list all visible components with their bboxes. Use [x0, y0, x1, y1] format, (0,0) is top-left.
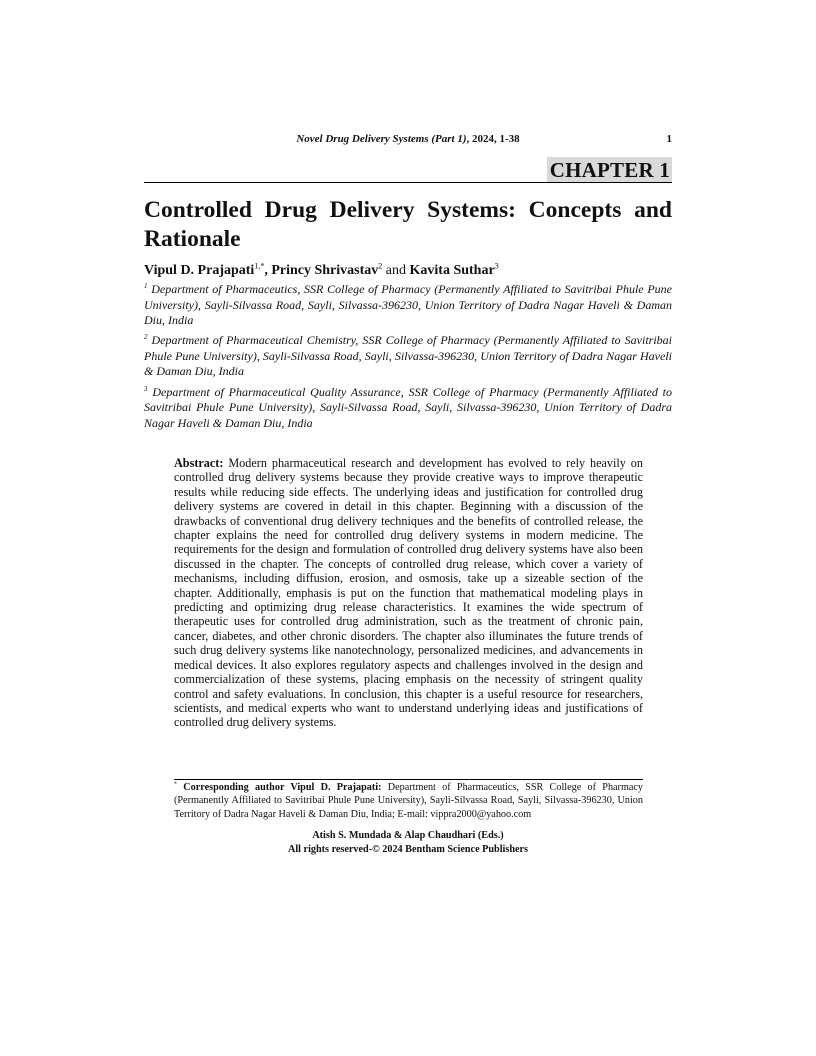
chapter-title: Controlled Drug Delivery Systems: Concepts and Rationale	[144, 197, 672, 252]
affiliation-item	[144, 385, 672, 432]
footnote-label: Corresponding author Vipul D. Prajapati:	[183, 782, 382, 793]
footnote-rule	[174, 779, 643, 780]
affiliation-text: Department of Pharmaceutics, SSR College of Pharmacy (Permanently Affiliated to Savitribai Phule Pune University), Sayli-Silvassa Road, Sayli, Silvassa-396230, Union Territory of Dadra Nagar Haveli & Daman Diu, India	[144, 282, 672, 328]
author-list	[144, 262, 672, 280]
affiliation-text: Department of Pharmaceutical Quality Assurance, SSR College of Pharmacy (Permanently Affiliated to Savitribai Phule Pune University), Sayli-Silvassa Road, Sayli, Silvassa-396230, Union Territory of Dadra Nagar Haveli & Daman Diu, India	[144, 384, 673, 430]
journal-year-pages: , 2024, 1-38	[466, 133, 520, 145]
publisher-credits	[144, 829, 672, 856]
author-name: Vipul D. Prajapati	[144, 263, 255, 278]
author-name: Princy Shrivastav	[271, 263, 379, 278]
author-separator: ,	[264, 263, 272, 278]
footnote-marker: *	[174, 781, 177, 788]
author-affiliation-mark: 1,*	[254, 261, 265, 271]
affiliation-list	[144, 282, 672, 436]
rights-line: All rights reserved-© 2024 Bentham Science Publishers	[287, 843, 529, 855]
abstract-label: Abstract:	[174, 456, 224, 470]
affiliation-number: 1	[144, 282, 148, 290]
chapter-label: CHAPTER 1	[547, 157, 672, 182]
chapter-rule	[144, 182, 672, 183]
journal-title: Novel Drug Delivery Systems (Part 1)	[296, 133, 467, 145]
abstract-text: Modern pharmaceutical research and development has evolved to rely heavily on controlled drug delivery systems because they provide creative ways to improve therapeutic results while reducing side effects. The underlying ideas and justification for controlled drug delivery systems are covered in detail in this chapter. Beginning with a discussion of the drawbacks of conventional drug delivery techniques and the benefits of controlled release, the chapter explains the need for controlled drug delivery systems in modern medicine. The requirements for the design and formulation of controlled drug delivery systems have also been discussed in the chapter. The concepts of controlled drug release, which cover a variety of mechanisms, including diffusion, erosion, and osmosis, take up a sizeable section of the chapter. Additionally, emphasis is put on the function that mathematical modeling plays in predicting and optimizing drug release characteristics. It examines the wide spectrum of therapeutic uses for controlled drug administration, such as the treatment of chronic pain, cancer, diabetes, and other chronic disorders. The chapter also illuminates the future trends of such drug delivery systems like nanotechnology, personalized medicines, and advancements in medical devices. It also explores regulatory aspects and challenges involved in the design and commercialization of these systems, placing emphasis on the necessity of stringent quality control and safety evaluations. In conclusion, this chapter is a useful resource for researchers, scientists, and medical experts who want to understand underlying ideas and justifications of controlled drug delivery systems.	[174, 456, 643, 730]
author-separator: and	[382, 263, 410, 278]
footnote-text: Department of Pharmaceutics, SSR College of Pharmacy (Permanently Affiliated to Savitribai Phule Pune University), Sayli-Silvassa Road, Sayli, Silvassa-396230, Union Territory of Dadra Nagar Haveli & Daman Diu, India; E-mail: vippra2000@yahoo.com	[174, 782, 644, 820]
corresponding-author-footnote	[174, 781, 643, 821]
author-affiliation-mark: 3	[494, 261, 499, 271]
author-affiliation-mark: 2	[378, 261, 383, 271]
affiliation-number: 3	[144, 384, 148, 393]
author-name: Kavita Suthar	[409, 263, 495, 278]
running-header	[144, 133, 672, 145]
editors-line: Atish S. Mundada & Alap Chaudhari (Eds.)	[312, 830, 504, 841]
affiliation-item	[144, 282, 672, 329]
page-number: 1	[666, 133, 672, 145]
abstract	[174, 456, 643, 730]
affiliation-text: Department of Pharmaceutical Chemistry, SSR College of Pharmacy (Permanently Affiliated to Savitribai Phule Pune University), Sayli-Silvassa Road, Sayli, Silvassa-396230, Union Territory of Dadra Nagar Haveli & Daman Diu, India	[144, 333, 672, 379]
affiliation-item	[144, 333, 672, 380]
affiliation-number: 2	[144, 333, 148, 342]
